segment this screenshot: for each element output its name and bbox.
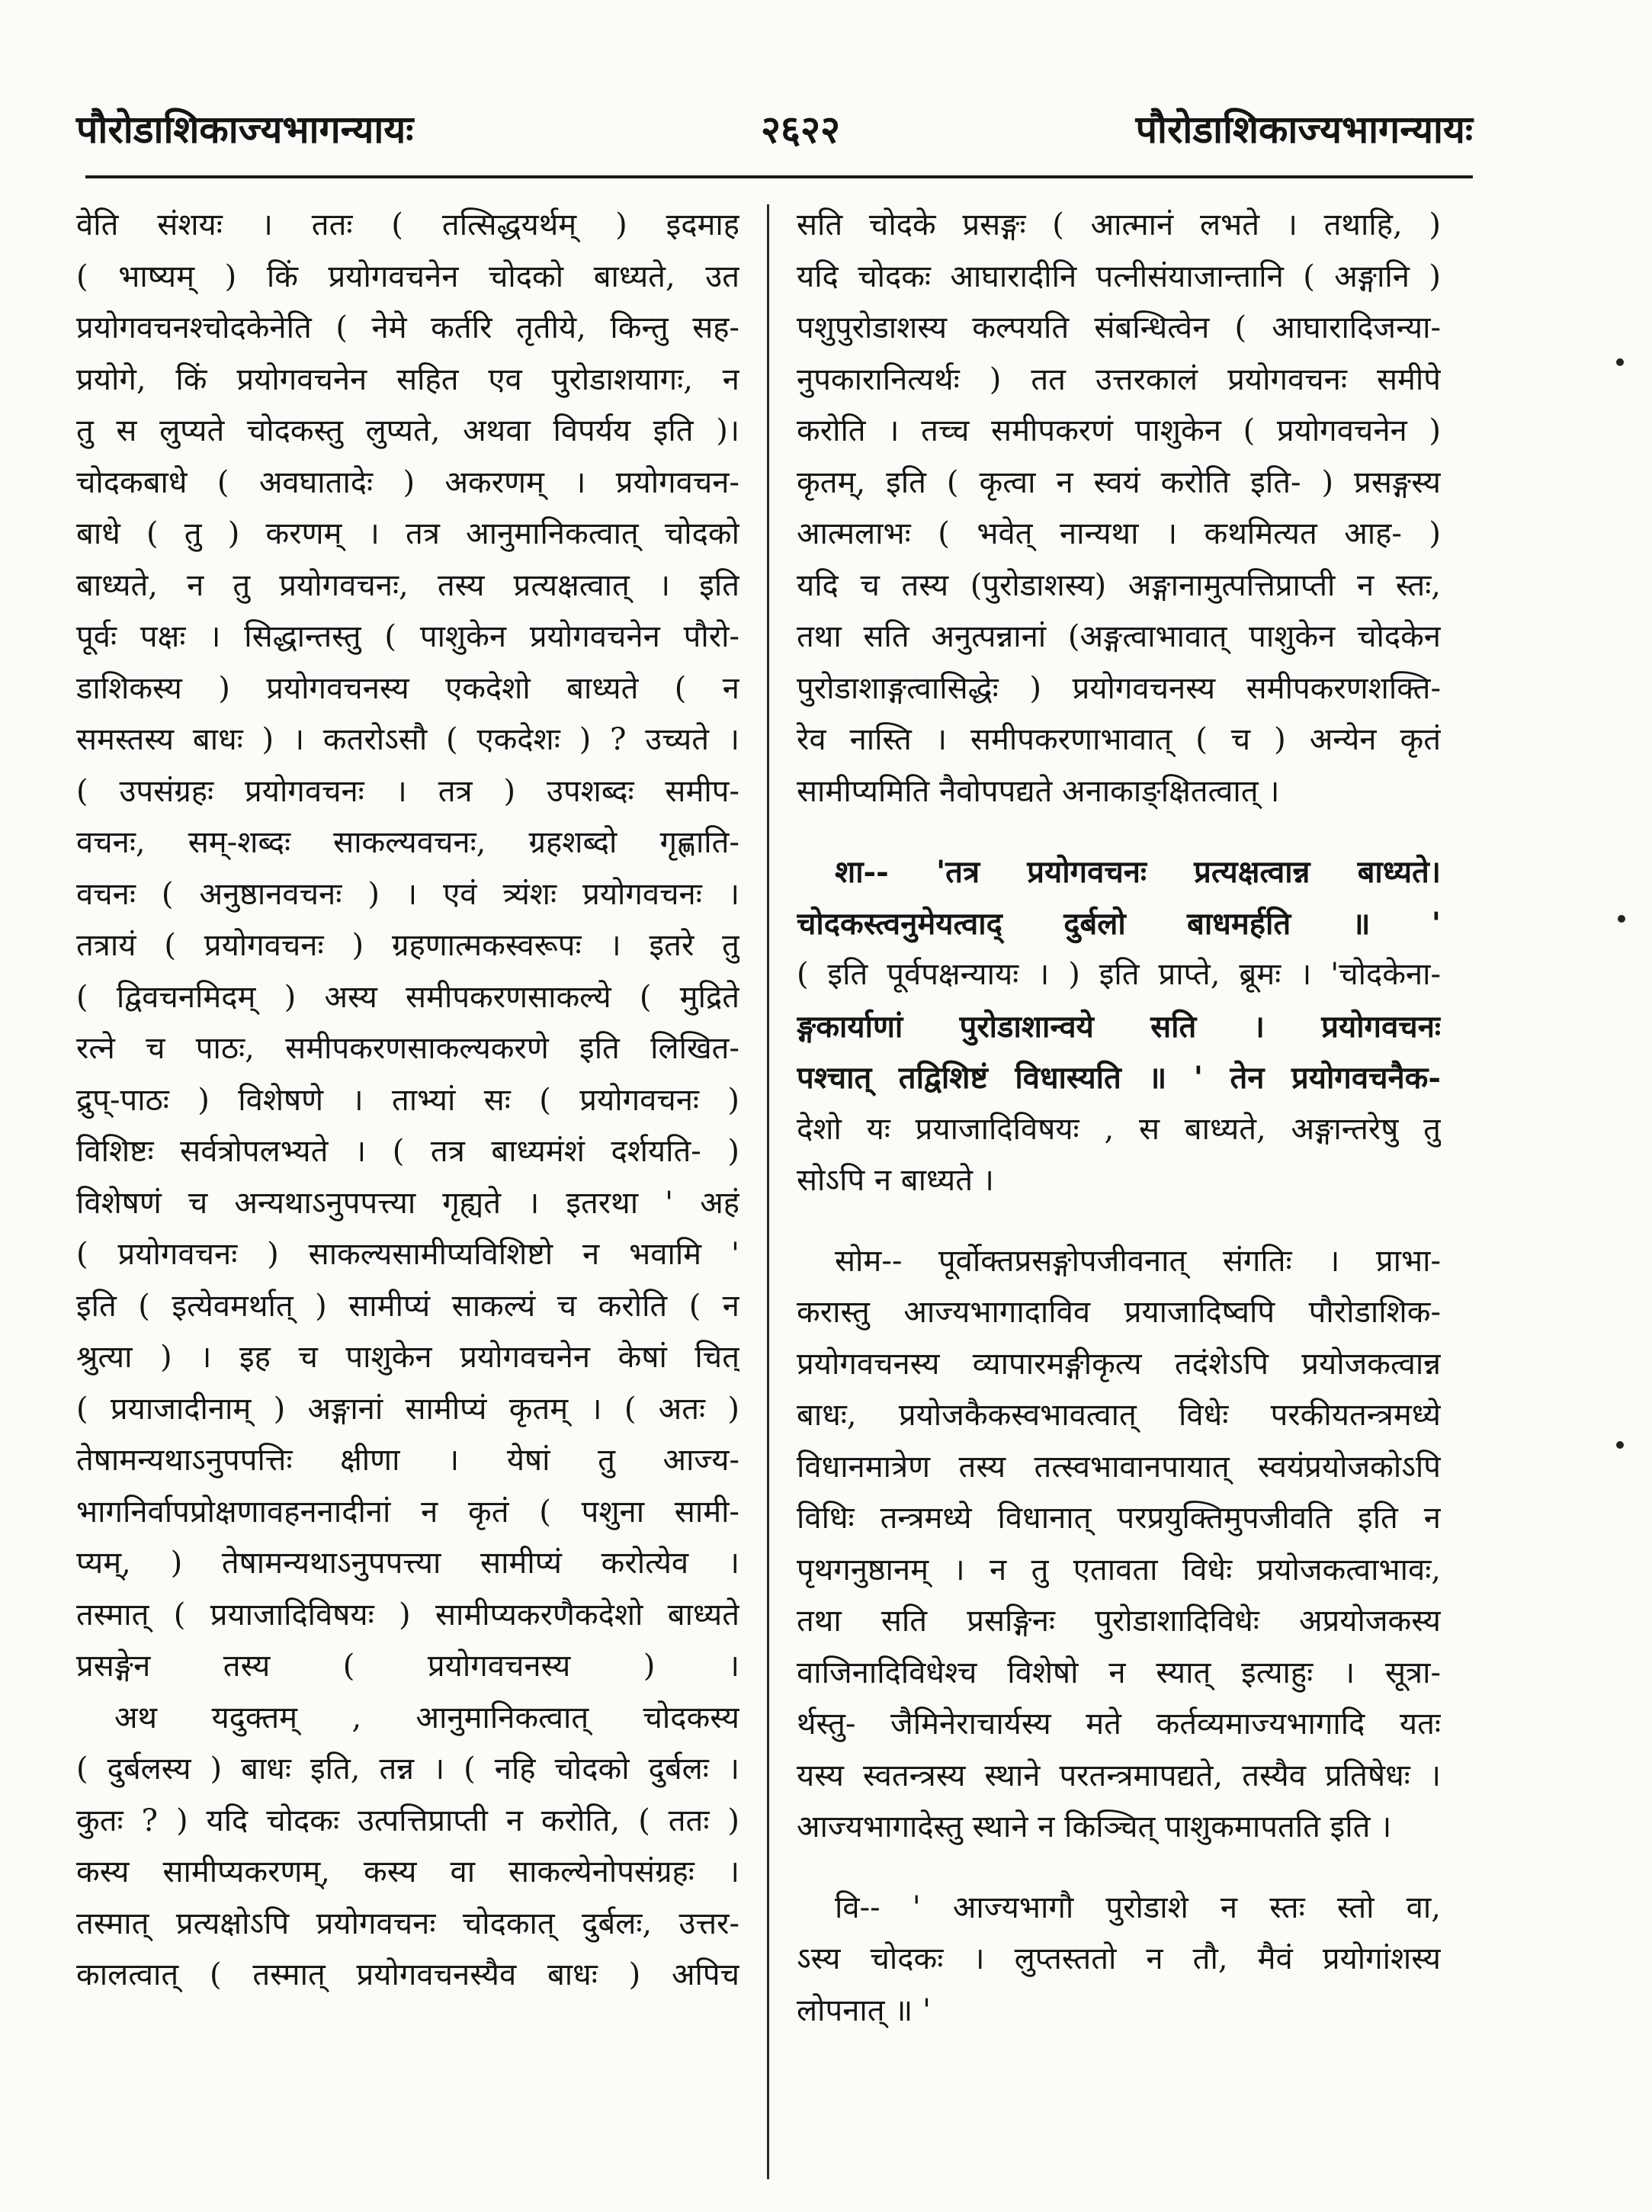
text-line: प्रसङ्गेन तस्य ( प्रयोगवचनस्य ) । <box>76 1649 739 1684</box>
text-line: ( इति पूर्वपक्षन्यायः । ) इति प्राप्ते, ब्रूमः । 'चोदकेना- <box>797 957 1441 992</box>
text-line: आज्यभागादेस्तु स्थाने न किञ्चित् पाशुकमापतति इति । <box>797 1809 1392 1844</box>
text-line: ( द्विवचनमिदम् ) अस्य समीपकरणसाकल्ये ( मुद्रिते <box>76 979 739 1015</box>
margin-speck <box>1616 1441 1624 1449</box>
column-divider <box>767 204 769 2179</box>
text-line: तथा सति अनुत्पन्नानां (अङ्गत्वाभावात् पाशुकेन चोदकेन <box>797 619 1441 654</box>
text-line: अथ यदुक्तम् , आनुमानिकत्वात् चोदकस्य <box>114 1700 739 1735</box>
running-title-right: पौरोडाशिकाज्यभागन्यायः <box>1135 107 1473 152</box>
text-line: तेषामन्यथाऽनुपपत्तिः क्षीणा । येषां तु आज्य- <box>76 1443 739 1478</box>
text-line: नुपकारानित्यर्थः ) तत उत्तरकालं प्रयोगवचनः समीपे <box>797 361 1441 397</box>
text-line: र्थस्तु- जैमिनेराचार्यस्य मते कर्तव्यमाज्यभागादि यतः <box>797 1706 1441 1742</box>
text-line: कुतः ? ) यदि चोदकः उत्पत्तिप्राप्ती न करोति, ( ततः ) <box>76 1803 739 1838</box>
text-line: ( प्रयाजादीनाम् ) अङ्गानां सामीप्यं कृतम् । ( अतः ) <box>76 1391 739 1427</box>
text-line: बाधे ( तु ) करणम् । तत्र आनुमानिकत्वात् चोदको <box>76 516 739 551</box>
paragraph-vivarana <box>797 1883 1441 2037</box>
text-line: विशेषणं च अन्यथाऽनुपपत्त्या गृह्यते । इतरथा ' अहं <box>76 1185 739 1221</box>
text-line: सामीप्यमिति नैवोपपद्यते अनाकाङ्क्षितत्वात् । <box>797 773 1280 809</box>
text-line: प्यम्, ) तेषामन्यथाऽनुपपत्त्या सामीप्यं करोत्येव । <box>76 1546 739 1581</box>
text-line: तस्मात् ( प्रयाजादिविषयः ) सामीप्यकरणैकदेशो बाध्यते <box>76 1597 739 1633</box>
text-line: डाशिकस्य ) प्रयोगवचनस्य एकदेशो बाध्यते ( न <box>76 670 739 706</box>
text-line: वाजिनादिविधेश्च विशेषो न स्यात् इत्याहुः । सूत्रा- <box>797 1655 1441 1690</box>
text-line: बाधः, प्रयोजकैकस्वभावत्वात् विधेः परकीयतन्त्रमध्ये <box>797 1398 1441 1433</box>
text-line: ङ्गकार्याणां पुरोडाशान्वये सति । प्रयोगवचनः <box>797 1008 1441 1045</box>
text-line: शा-- 'तत्र प्रयोगवचनः प्रत्यक्षत्वान्न बाध्यते। <box>835 854 1441 890</box>
text-line: रेव नास्ति । समीपकरणाभावात् ( च ) अन्येन कृतं <box>797 722 1441 757</box>
text-line: कस्य सामीप्यकरणम्, कस्य वा साकल्येनोपसंग्रहः । <box>76 1854 739 1889</box>
text-line: विधानमात्रेण तस्य तत्स्वभावानपायात् स्वयंप्रयोजकोऽपि <box>797 1449 1441 1485</box>
paragraph-somanatha <box>797 1236 1441 1854</box>
text-line: भागनिर्वापप्रोक्षणावहननादीनां न कृतं ( पशुना सामी- <box>76 1494 739 1530</box>
text-line: लोपनात् ॥ ' <box>797 1992 931 2028</box>
text-line: चोदकस्त्वनुमेयत्वाद् दुर्बलो बाधमर्हति ॥ ' <box>797 905 1441 942</box>
text-line: तत्रायं ( प्रयोगवचनः ) ग्रहणात्मकस्वरूपः । इतरे तु <box>76 928 739 963</box>
text-line: विधिः तन्त्रमध्ये विधानात् परप्रयुक्तिमुपजीवति इति न <box>797 1501 1441 1536</box>
text-line: ( भाष्यम् ) किं प्रयोगवचनेन चोदको बाध्यते, उत <box>76 258 739 294</box>
text-line: सति चोदके प्रसङ्गः ( आत्मानं लभते । तथाहि, ) <box>797 207 1441 242</box>
text-line: समस्तस्य बाधः ) । कतरोऽसौ ( एकदेशः ) ? उच्यते । <box>76 722 739 757</box>
text-line: वचनः ( अनुष्ठानवचनः ) । एवं त्र्यंशः प्रयोगवचनः । <box>76 876 739 912</box>
text-line: वि-- ' आज्यभागौ पुरोडाशे न स्तः स्तो वा, <box>835 1889 1441 1925</box>
text-line: करोति । तच्च समीपकरणं पाशुकेन ( प्रयोगवचनेन ) <box>797 413 1441 448</box>
text-line: पश्चात् तद्विशिष्टं विधास्यति ॥ ' तेन प्रयोगवचनैक- <box>797 1060 1441 1096</box>
paragraph-shastradipika <box>797 846 1441 1207</box>
text-line: ( प्रयोगवचनः ) साकल्यसामीप्यविशिष्टो न भवामि ' <box>76 1237 739 1272</box>
margin-speck <box>1616 358 1624 366</box>
text-line: देशो यः प्रयाजादिविषयः , स बाध्यते, अङ्गान्तरेषु तु <box>797 1111 1441 1147</box>
text-line: प्रयोगवचनश्चोदकेनेति ( नेमे कर्तरि तृतीये, किन्तु सह- <box>76 310 739 345</box>
text-line: द्रुप्-पाठः ) विशेषणे । ताभ्यां सः ( प्रयोगवचनः ) <box>76 1082 739 1118</box>
text-line: ( दुर्बलस्य ) बाधः इति, तन्न । ( नहि चोदको दुर्बलः । <box>76 1751 739 1787</box>
right-column <box>797 200 1441 2037</box>
text-line: आत्मलाभः ( भवेत् नान्यथा । कथमित्यत आह- ) <box>797 516 1441 551</box>
text-line: यस्य स्वतन्त्रस्य स्थाने परतन्त्रमापद्यते, तस्यैव प्रतिषेधः । <box>797 1758 1441 1793</box>
text-line: करास्तु आज्यभागादाविव प्रयाजादिष्वपि पौरोडाशिक- <box>797 1295 1441 1330</box>
text-line: तु स लुप्यते चोदकस्तु लुप्यते, अथवा विपर्यय इति )। <box>76 413 739 448</box>
text-line: इति ( इत्येवमर्थात् ) सामीप्यं साकल्यं च करोति ( न <box>76 1288 739 1324</box>
text-line: पशुपुरोडाशस्य कल्पयति संबन्धित्वेन ( आघारादिजन्या- <box>797 310 1441 345</box>
text-line: वेति संशयः । ततः ( तत्सिद्धयर्थम् ) इदमाह <box>76 207 739 242</box>
text-line: सोम-- पूर्वोक्तप्रसङ्गोपजीवनात् संगतिः । प्राभा- <box>835 1243 1441 1279</box>
text-line: पुरोडाशाङ्गत्वासिद्धेः ) प्रयोगवचनस्य समीपकरणशक्ति- <box>797 670 1441 706</box>
text-line: विशिष्टः सर्वत्रोपलभ्यते । ( तत्र बाध्यमंशं दर्शयति- ) <box>76 1134 739 1169</box>
text-line: वचनः, सम्-शब्दः साकल्यवचनः, ग्रहशब्दो गृह्णाति- <box>76 825 739 860</box>
text-line: सोऽपि न बाध्यते । <box>797 1163 994 1198</box>
text-line: कालत्वात् ( तस्मात् प्रयोगवचनस्यैव बाधः ) अपिच <box>76 1957 739 1992</box>
text-line: प्रयोगवचनस्य व्यापारमङ्गीकृत्य तदंशेऽपि प्रयोजकत्वान्न <box>797 1346 1441 1382</box>
text-line: ऽस्य चोदकः । लुप्तस्ततो न तौ, मैवं प्रयोगांशस्य <box>797 1941 1441 1976</box>
text-line: कृतम्, इति ( कृत्वा न स्वयं करोति इति- ) प्रसङ्गस्य <box>797 464 1441 500</box>
text-line: चोदकबाधे ( अवघातादेः ) अकरणम् । प्रयोगवचन- <box>76 464 739 500</box>
text-line: यदि च तस्य (पुरोडाशस्य) अङ्गानामुत्पत्तिप्राप्ती न स्तः, <box>797 567 1441 603</box>
text-line: ( उपसंग्रहः प्रयोगवचनः । तत्र ) उपशब्दः समीप- <box>76 773 739 809</box>
page-number: २६२२ <box>761 107 840 152</box>
text-line: पूर्वः पक्षः । सिद्धान्तस्तु ( पाशुकेन प्रयोगवचनेन पौरो- <box>76 619 739 654</box>
header-rule <box>85 175 1473 178</box>
text-line: पृथगनुष्ठानम् । न तु एतावता विधेः प्रयोजकत्वाभावः, <box>797 1552 1441 1588</box>
left-column <box>76 200 739 2002</box>
text-line: बाध्यते, न तु प्रयोगवचनः, तस्य प्रत्यक्षत्वात् । इति <box>76 567 739 603</box>
paragraph-chodaka-prasanga <box>797 200 1441 817</box>
running-title-left: पौरोडाशिकाज्यभागन्यायः <box>76 107 414 152</box>
text-line: रत्ने च पाठः, समीपकरणसाकल्यकरणे इति लिखित- <box>76 1031 739 1066</box>
text-line: तथा सति प्रसङ्गिनः पुरोडाशादिविधेः अप्रयोजकस्य <box>797 1604 1441 1639</box>
page-header <box>0 0 1652 175</box>
text-line: श्रुत्या ) । इह च पाशुकेन प्रयोगवचनेन केषां चित् <box>76 1340 739 1375</box>
text-line: प्रयोगे, किं प्रयोगवचनेन सहित एव पुरोडाशयागः, न <box>76 361 739 397</box>
text-line: तस्मात् प्रत्यक्षोऽपि प्रयोगवचनः चोदकात् दुर्बलः, उत्तर- <box>76 1905 739 1941</box>
text-line: यदि चोदकः आघारादीनि पत्नीसंयाजान्तानि ( अङ्गानि ) <box>797 258 1441 294</box>
margin-speck <box>1618 915 1625 923</box>
